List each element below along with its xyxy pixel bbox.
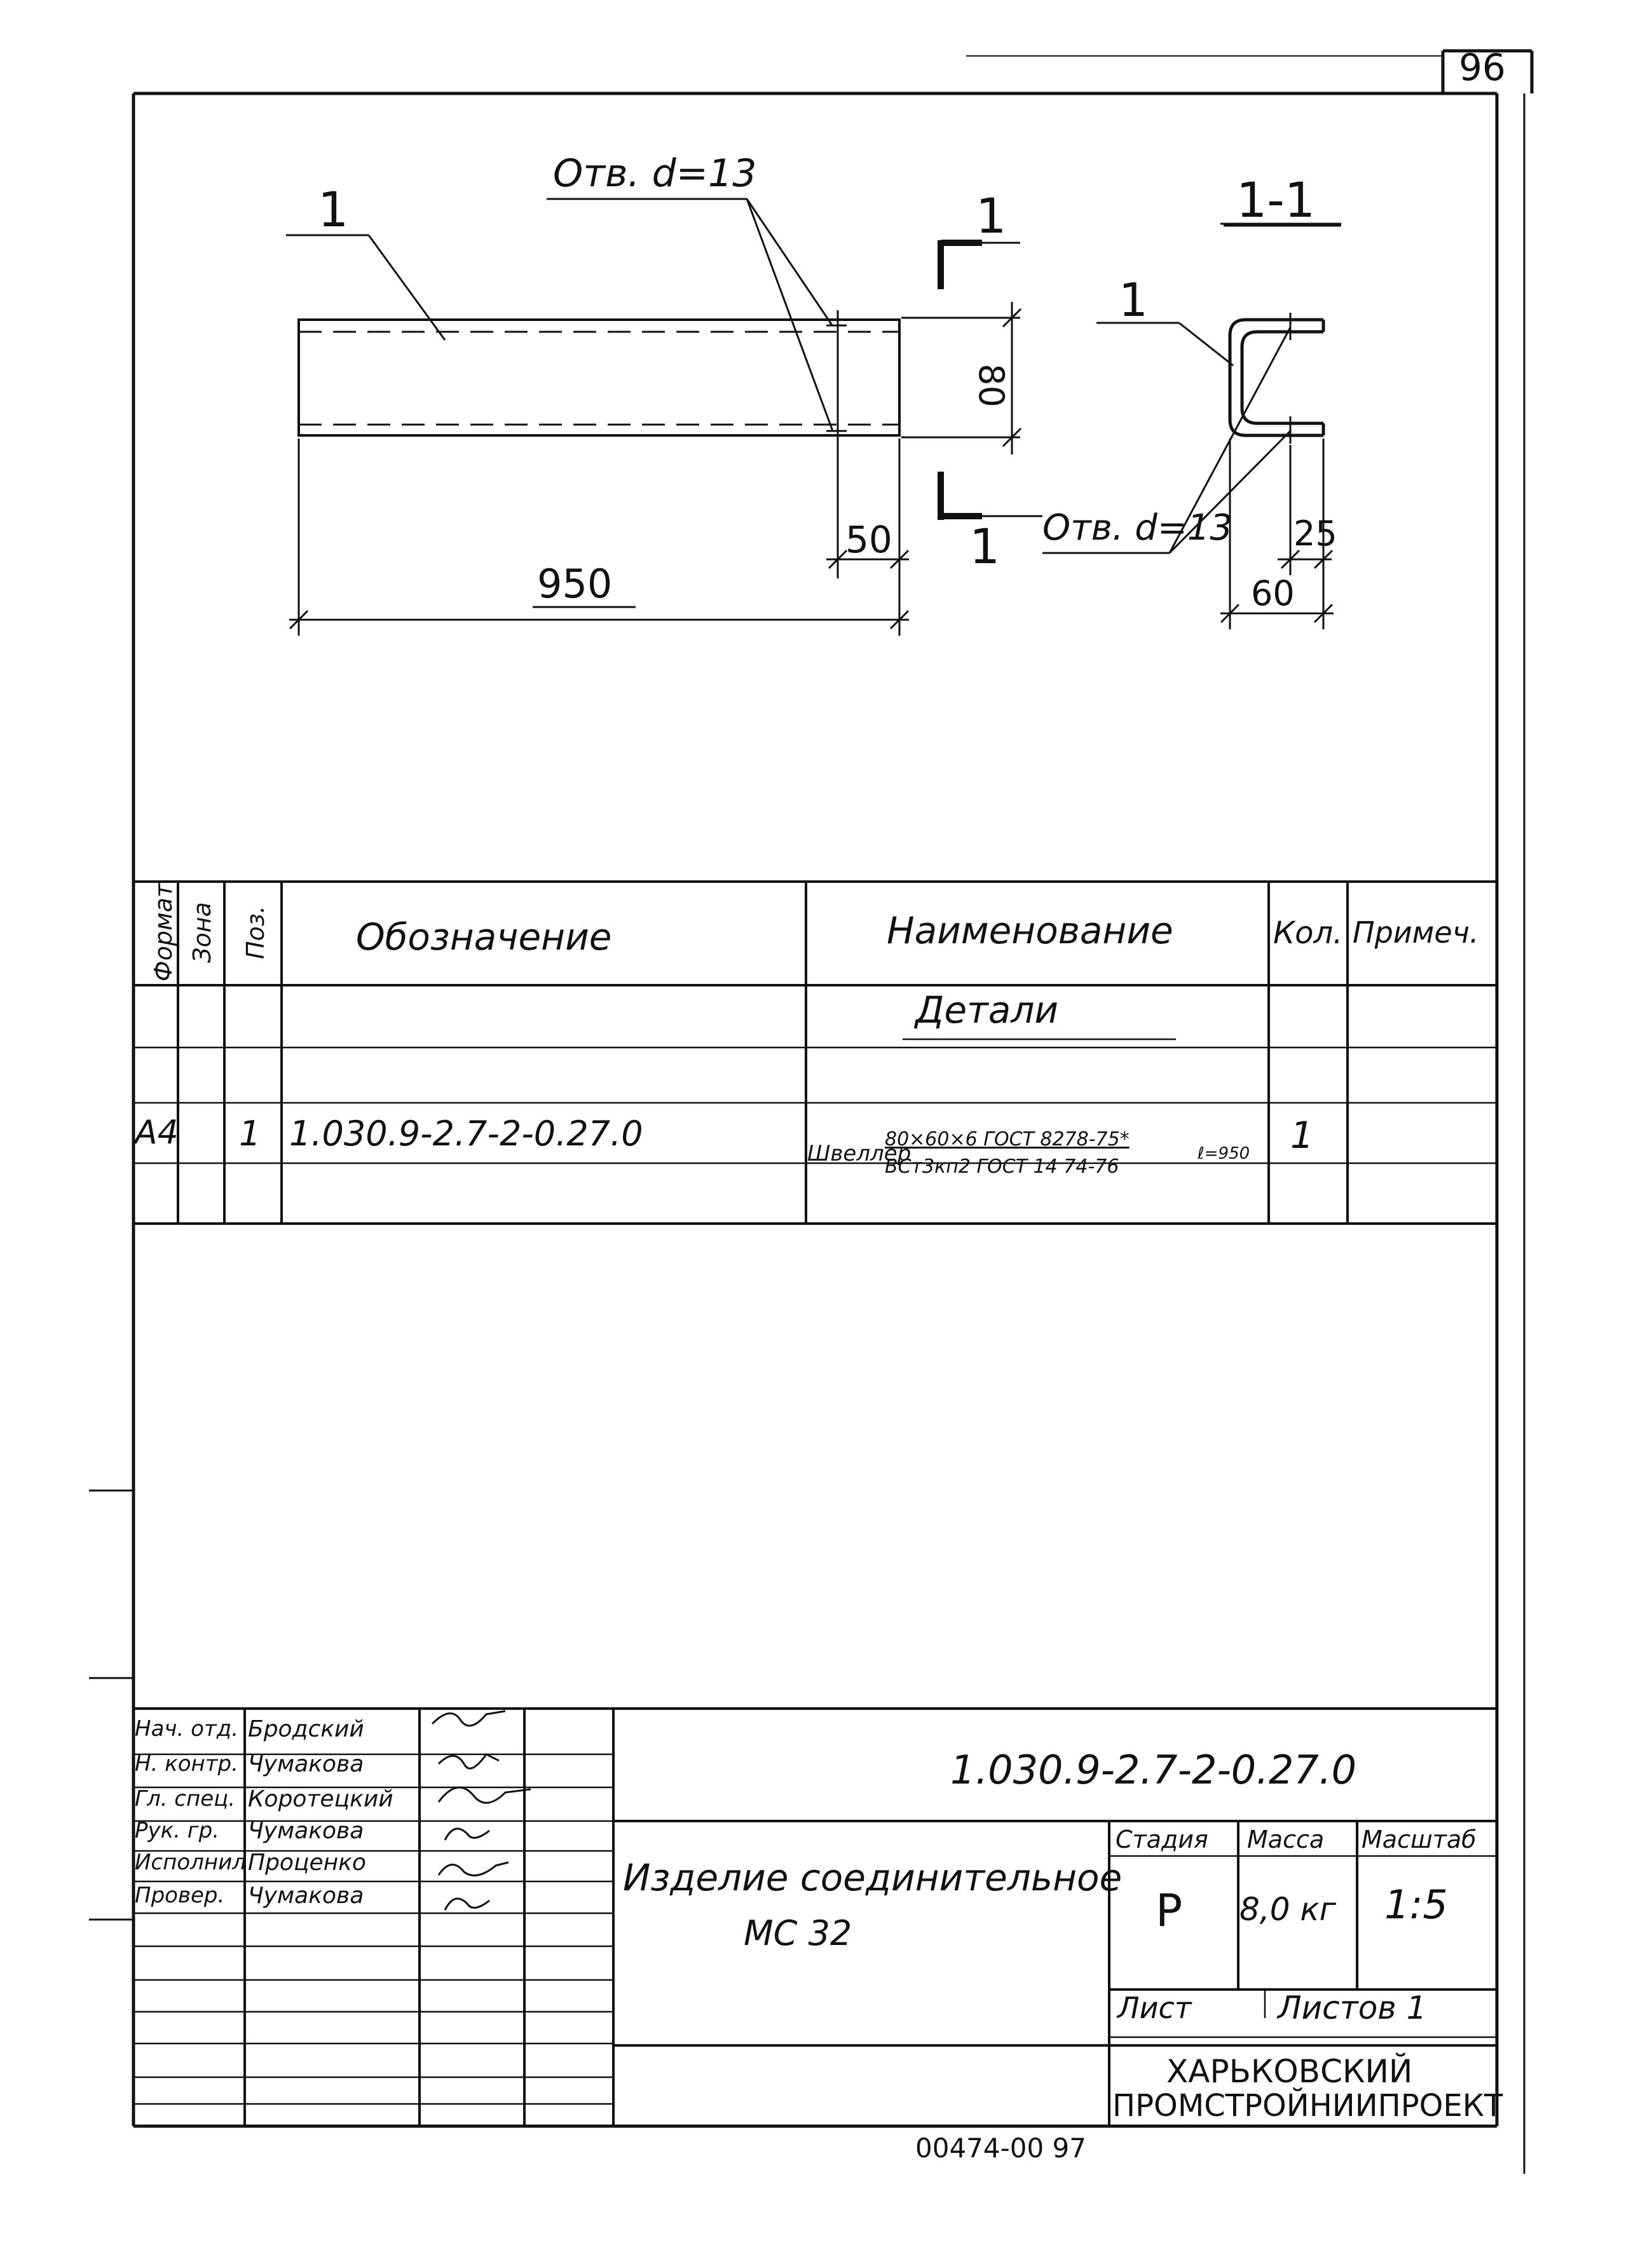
dim-60: 60 xyxy=(1251,573,1295,613)
dim-25: 25 xyxy=(1294,514,1337,554)
section-mark-top: 1 xyxy=(976,188,1007,244)
role-4: Рук. гр. xyxy=(135,1818,220,1843)
part-label-main: 1 xyxy=(318,181,349,238)
stage-value: Р xyxy=(1156,1885,1183,1937)
header-name: Наименование xyxy=(887,909,1173,952)
section-title: 1-1 xyxy=(1236,172,1316,228)
role-5: Исполнил xyxy=(135,1850,246,1875)
org-line-2: ПРОМСТРОЙНИИПРОЕКТ xyxy=(1112,2088,1503,2124)
row-name-prefix: Швеллер xyxy=(807,1141,911,1166)
name-6: Чумакова xyxy=(248,1883,364,1909)
name-1: Бродский xyxy=(248,1716,364,1742)
hole-note-section: Отв. d=13 xyxy=(1042,507,1233,549)
name-3: Коротецкий xyxy=(248,1786,393,1812)
hole-note-top: Отв. d=13 xyxy=(553,151,757,196)
mass-label: Масса xyxy=(1247,1825,1325,1853)
row-name-top: 80×60×6 ГОСТ 8278-75* xyxy=(885,1128,1130,1150)
row-name-bottom: ВСт3кп2 ГОСТ 14 74-76 xyxy=(885,1156,1119,1178)
header-zone: Зона xyxy=(188,902,216,963)
role-1: Нач. отд. xyxy=(135,1716,239,1742)
item-name: Изделие соединительное xyxy=(623,1856,1123,1899)
header-designation: Обозначение xyxy=(356,915,612,959)
row-pos: 1 xyxy=(239,1114,261,1154)
row-name-suffix: ℓ=950 xyxy=(1198,1144,1250,1163)
scale-label: Масштаб xyxy=(1362,1825,1477,1853)
header-note: Примеч. xyxy=(1353,915,1479,950)
name-5: Проценко xyxy=(248,1850,366,1876)
sheet-number: 96 xyxy=(1459,46,1506,89)
row-qty: 1 xyxy=(1290,1114,1314,1157)
org-line-1: ХАРЬКОВСКИЙ xyxy=(1166,2053,1413,2090)
section-heading-details: Детали xyxy=(915,988,1059,1032)
row-format: А4 xyxy=(135,1114,179,1152)
dim-950: 950 xyxy=(537,561,613,607)
header-pos: Поз. xyxy=(242,905,270,960)
scale-value: 1:5 xyxy=(1384,1881,1448,1928)
sheet-label: Лист xyxy=(1117,1991,1192,2025)
signatures xyxy=(432,1711,531,1910)
stage-label: Стадия xyxy=(1116,1825,1208,1853)
sheets-label: Листов 1 xyxy=(1278,1989,1427,2026)
mass-value: 8,0 кг xyxy=(1239,1891,1336,1928)
title-code: 1.030.9-2.7-2-0.27.0 xyxy=(950,1747,1357,1793)
header-format: Формат xyxy=(149,883,178,982)
section-mark-bottom: 1 xyxy=(969,518,1000,575)
name-2: Чумакова xyxy=(248,1751,364,1777)
role-6: Провер. xyxy=(135,1883,225,1908)
header-qty: Кол. xyxy=(1273,915,1343,951)
dim-height-80: 80 xyxy=(971,364,1011,407)
row-designation: 1.030.9-2.7-2-0.27.0 xyxy=(289,1114,643,1154)
role-2: Н. контр. xyxy=(135,1751,238,1777)
item-mark: МС 32 xyxy=(744,1913,852,1953)
section-part-label: 1 xyxy=(1119,273,1148,327)
role-3: Гл. спец. xyxy=(135,1786,236,1812)
dim-50: 50 xyxy=(845,518,892,561)
name-4: Чумакова xyxy=(248,1818,364,1844)
footer-code: 00474-00 97 xyxy=(915,2133,1087,2164)
